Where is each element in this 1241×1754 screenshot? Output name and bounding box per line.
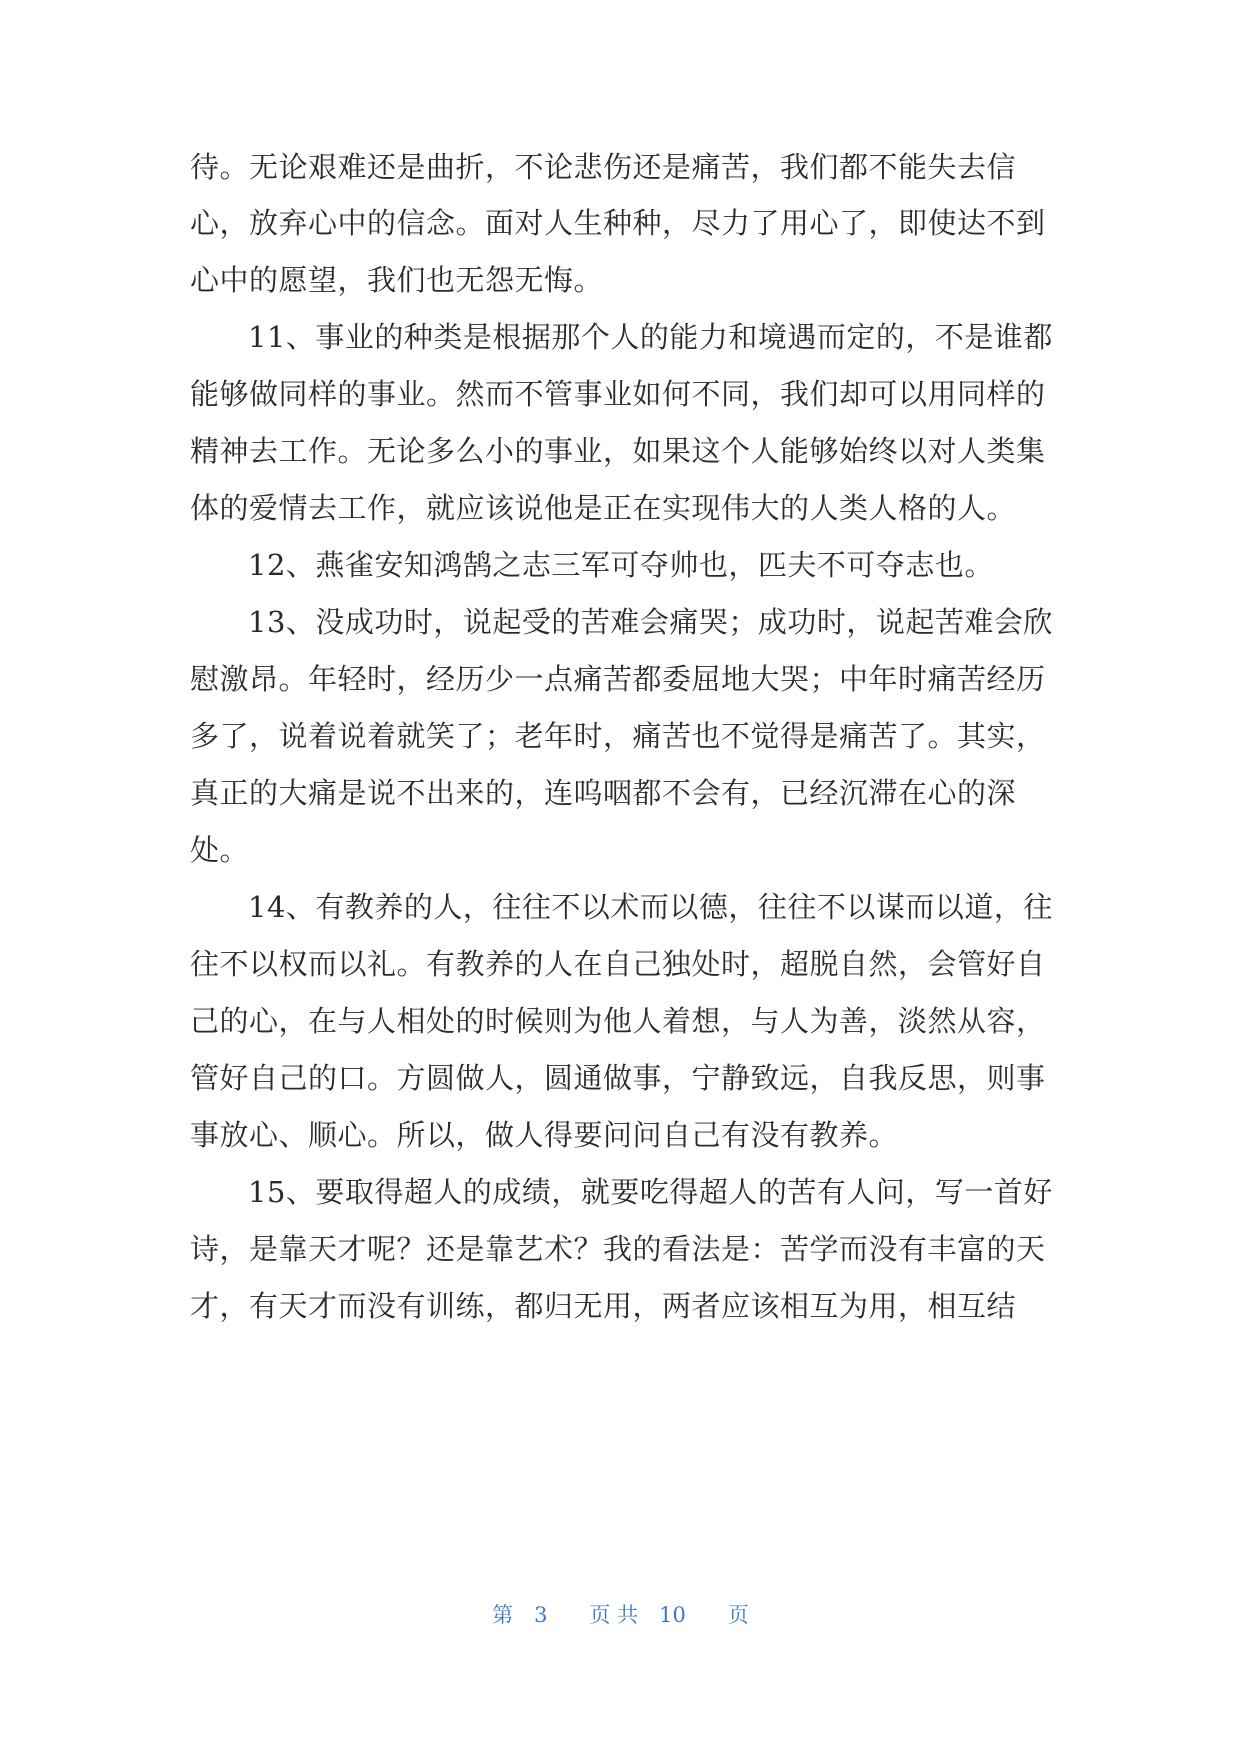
paragraph-line: 往不以权而以礼。有教养的人在自己独处时，超脱自然，会管好自 <box>190 947 1046 981</box>
paragraph-line: 心，放弃心中的信念。面对人生种种，尽力了用心了，即使达不到 <box>190 206 1046 240</box>
paragraph-line: 待。无论艰难还是曲折，不论悲伤还是痛苦，我们都不能失去信 <box>190 150 1017 184</box>
paragraph-line: 己的心，在与人相处的时候则为他人着想，与人为善，淡然从容， <box>190 1004 1046 1038</box>
paragraph-line: 体的爱情去工作，就应该说他是正在实现伟大的人类人格的人。 <box>190 491 1017 525</box>
paragraph-line: 11、事业的种类是根据那个人的能力和境遇而定的，不是谁都 <box>248 320 1053 354</box>
paragraph-line: 能够做同样的事业。然而不管事业如何不同，我们却可以用同样的 <box>190 377 1046 411</box>
paragraph-line: 多了，说着说着就笑了；老年时，痛苦也不觉得是痛苦了。其实， <box>190 719 1046 753</box>
paragraph-line: 15、要取得超人的成绩，就要吃得超人的苦有人问，写一首好 <box>248 1175 1053 1209</box>
paragraph-line: 处。 <box>190 833 250 867</box>
paragraph-line: 事放心、顺心。所以，做人得要问问自己有没有教养。 <box>190 1118 899 1152</box>
paragraph-line: 精神去工作。无论多么小的事业，如果这个人能够始终以对人类集 <box>190 434 1046 468</box>
page-footer: 第 3 页 共 10 页 <box>492 1603 749 1627</box>
paragraph-line: 12、燕雀安知鸿鹄之志三军可夺帅也，匹夫不可夺志也。 <box>248 548 994 582</box>
paragraph-line: 才，有天才而没有训练，都归无用，两者应该相互为用，相互结 <box>190 1289 1017 1323</box>
paragraph-line: 心中的愿望，我们也无怨无悔。 <box>190 263 604 297</box>
paragraph-line: 真正的大痛是说不出来的，连呜咽都不会有，已经沉滞在心的深 <box>190 776 1017 810</box>
paragraph-line: 14、有教养的人，往往不以术而以德，往往不以谋而以道，往 <box>248 890 1053 924</box>
paragraph-line: 13、没成功时，说起受的苦难会痛哭；成功时，说起苦难会欣 <box>248 605 1053 639</box>
paragraph-line: 慰激昂。年轻时，经历少一点痛苦都委屈地大哭；中年时痛苦经历 <box>190 662 1046 696</box>
paragraph-line: 管好自己的口。方圆做人，圆通做事，宁静致远，自我反思，则事 <box>190 1061 1046 1095</box>
paragraph-line: 诗，是靠天才呢？还是靠艺术？我的看法是：苦学而没有丰富的天 <box>190 1232 1046 1266</box>
